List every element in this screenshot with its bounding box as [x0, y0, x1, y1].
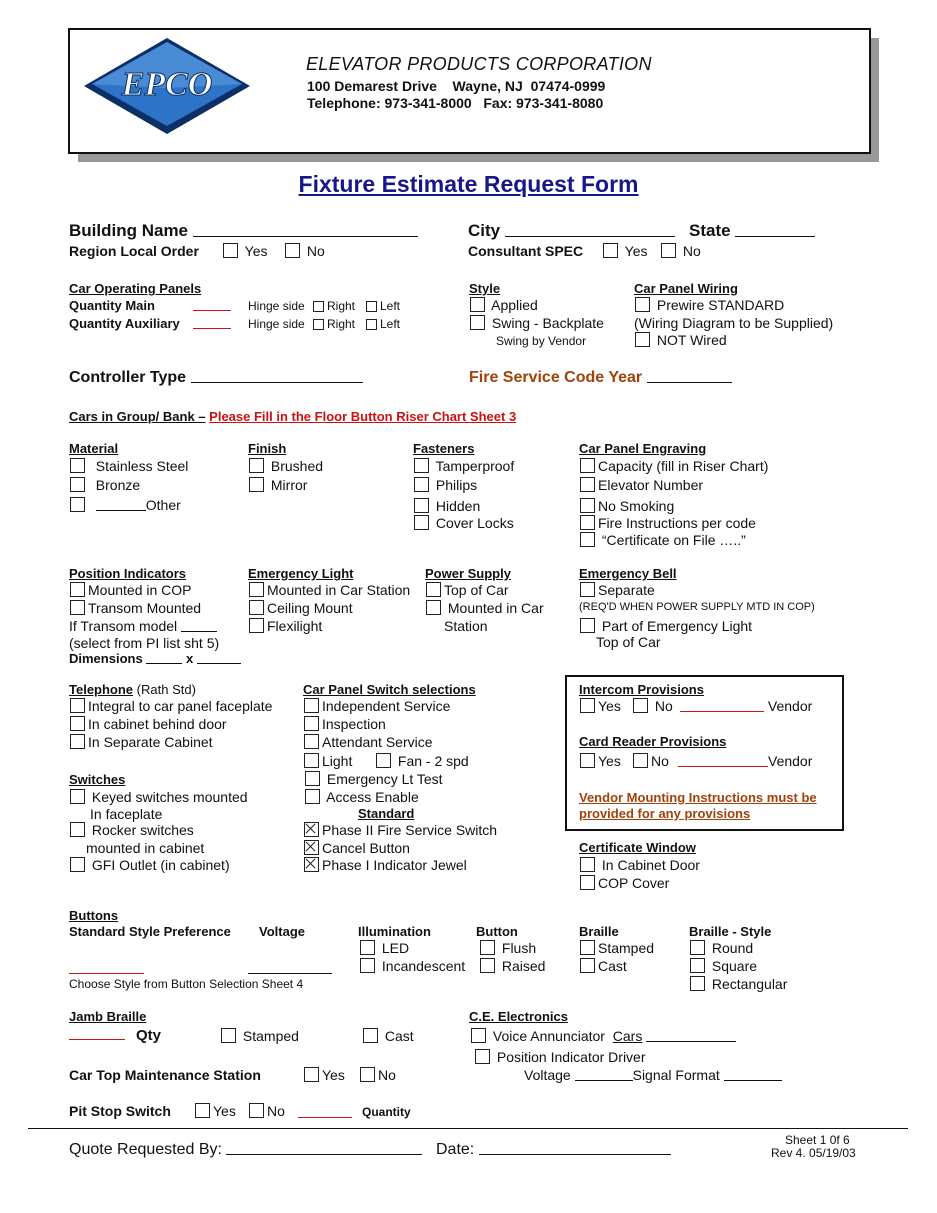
switch-rocker-cabinet: mounted in cabinet [86, 840, 205, 856]
tel-integral[interactable]: Integral to car panel faceplate [70, 698, 272, 714]
cert-cop-cover[interactable]: COP Cover [580, 875, 669, 891]
braille-style-round[interactable]: Round [690, 940, 753, 956]
car-top-label: Car Top Maintenance Station [69, 1067, 261, 1083]
elight-flexilight[interactable]: Flexilight [249, 618, 322, 634]
std-style-pref-label: Standard Style Preference [69, 924, 231, 939]
fastener-tamperproof[interactable]: Tamperproof [414, 458, 514, 474]
region-local-order-label: Region Local Order [69, 243, 199, 259]
qty-main-label: Quantity Main [69, 298, 155, 313]
tel-separate-cabinet[interactable]: In Separate Cabinet [70, 734, 213, 750]
button-flush[interactable]: Flush [480, 940, 536, 956]
tel-in-cabinet[interactable]: In cabinet behind door [70, 716, 227, 732]
state-label: State [689, 221, 731, 240]
material-other[interactable]: Other [70, 497, 181, 513]
engraving-certificate[interactable]: “Certificate on File …..” [580, 532, 746, 548]
hinge-aux-right[interactable]: Right [313, 317, 355, 331]
fasteners-heading: Fasteners [413, 441, 475, 456]
braille-style-square[interactable]: Square [690, 958, 757, 974]
emergency-bell-heading: Emergency Bell [579, 566, 677, 581]
dimensions-field[interactable]: Dimensions x [69, 651, 241, 666]
intercom-vendor-field[interactable]: Vendor [680, 698, 812, 714]
ce-voice-annunciator[interactable]: Voice Annunciator Cars [471, 1028, 736, 1044]
sel-independent[interactable]: Independent Service [304, 698, 450, 714]
style-swing-backplate[interactable]: Swing - Backplate [470, 315, 604, 331]
switch-selections-heading: Car Panel Switch selections [303, 682, 476, 697]
pit-stop-quantity-label: Quantity [362, 1105, 411, 1119]
sel-emergency-lt-test[interactable]: Emergency Lt Test [305, 771, 443, 787]
bell-reqd-note: (REQ'D WHEN POWER SUPPLY MTD IN COP) [579, 601, 815, 613]
material-bronze[interactable]: Bronze [70, 477, 140, 493]
switch-rocker[interactable]: Rocker switches [70, 822, 194, 838]
emergency-light-heading: Emergency Light [248, 566, 354, 581]
engraving-heading: Car Panel Engraving [579, 441, 707, 456]
qty-aux-label: Quantity Auxiliary [69, 316, 180, 331]
card-reader-heading: Card Reader Provisions [579, 734, 727, 749]
cars-in-group: Cars in Group/ Bank – Please Fill in the Floor Button Riser Chart Sheet 3 [69, 409, 517, 424]
intercom-no[interactable]: No [633, 698, 673, 714]
fastener-philips[interactable]: Philips [414, 477, 477, 493]
elight-ceiling-mount[interactable]: Ceiling Mount [249, 600, 353, 616]
riser-chart-note: Please Fill in the Floor Button Riser Chart Sheet 3 [209, 409, 517, 424]
consultant-spec-label: Consultant SPEC [468, 243, 584, 259]
elight-mounted-car-station[interactable]: Mounted in Car Station [249, 582, 410, 598]
controller-type-label: Controller Type [69, 369, 187, 386]
braille-stamped[interactable]: Stamped [580, 940, 654, 956]
swing-by-vendor-note: Swing by Vendor [496, 334, 587, 348]
std-cancel-button[interactable]: Cancel Button [304, 840, 410, 856]
wiring-heading: Car Panel Wiring [634, 281, 738, 296]
bell-part-of-light[interactable]: Part of Emergency Light [580, 618, 752, 634]
consultant-no[interactable]: No [661, 243, 701, 259]
building-name-field[interactable] [69, 221, 418, 241]
pi-mounted-cop[interactable]: Mounted in COP [70, 582, 192, 598]
std-phase1-jewel[interactable]: Phase I Indicator Jewel [304, 857, 467, 873]
transom-model-field[interactable]: If Transom model [69, 618, 217, 634]
ce-heading: C.E. Electronics [469, 1009, 568, 1024]
finish-brushed[interactable]: Brushed [249, 458, 323, 474]
jamb-braille-heading: Jamb Braille [69, 1009, 147, 1024]
switches-heading: Switches [69, 772, 126, 787]
pit-stop-label: Pit Stop Switch [69, 1103, 171, 1119]
fire-service-field[interactable] [469, 369, 732, 387]
power-top-of-car[interactable]: Top of Car [426, 582, 509, 598]
page-title: Fixture Estimate Request Form [298, 171, 639, 197]
power-mounted-in-car[interactable]: Mounted in Car [426, 600, 544, 616]
style-heading: Style [469, 281, 501, 296]
bell-top-of-car: Top of Car [596, 634, 661, 650]
telephone-heading: Telephone (Rath Std) [69, 682, 196, 697]
jamb-qty-label: Qty [136, 1027, 162, 1044]
buttons-heading: Buttons [69, 908, 119, 923]
quote-requested-field[interactable]: Quote Requested By: [69, 1140, 422, 1159]
power-station-label: Station [444, 618, 488, 634]
building-name-label: Building Name [69, 221, 189, 240]
intercom-heading: Intercom Provisions [579, 682, 704, 697]
controller-type-field[interactable] [69, 369, 363, 387]
finish-mirror[interactable]: Mirror [249, 477, 307, 493]
car-top-no[interactable]: No [360, 1067, 396, 1083]
ce-pi-driver[interactable]: Position Indicator Driver [475, 1049, 646, 1065]
region-no[interactable]: No [285, 243, 325, 259]
braille-cast[interactable]: Cast [580, 958, 627, 974]
date-field[interactable]: Date: [436, 1140, 671, 1159]
wiring-prewire[interactable]: Prewire STANDARD [635, 297, 784, 313]
pit-stop-yes[interactable]: Yes [195, 1103, 236, 1119]
certificate-window-heading: Certificate Window [579, 840, 696, 855]
std-phase2-fire[interactable]: Phase II Fire Service Switch [304, 822, 497, 838]
hinge-main-right[interactable]: Right [313, 299, 355, 313]
hinge-main-left[interactable]: Left [366, 299, 400, 313]
ce-voltage-signal-field[interactable]: Voltage Signal Format [524, 1067, 782, 1083]
braille-label: Braille [579, 924, 619, 939]
illum-led[interactable]: LED [360, 940, 409, 956]
card-reader-vendor-field[interactable]: Vendor [678, 753, 812, 769]
sel-access-enable[interactable]: Access Enable [305, 789, 419, 805]
material-stainless[interactable]: Stainless Steel [70, 458, 188, 474]
qty-main-input[interactable] [193, 297, 231, 315]
pi-heading: Position Indicators [69, 566, 187, 581]
sel-light[interactable]: Light [304, 753, 352, 769]
braille-style-label: Braille - Style [689, 924, 772, 939]
wiring-diagram-note: (Wiring Diagram to be Supplied) [634, 315, 834, 331]
pi-transom-mounted[interactable]: Transom Mounted [70, 600, 201, 616]
fastener-cover-locks[interactable]: Cover Locks [414, 515, 514, 531]
standard-heading: Standard [358, 806, 415, 821]
jamb-cast[interactable]: Cast [363, 1028, 414, 1044]
logo-text: EPCO [121, 66, 213, 103]
sel-inspection[interactable]: Inspection [304, 716, 386, 732]
pit-stop-no[interactable]: No [249, 1103, 285, 1119]
engraving-no-smoking[interactable]: No Smoking [580, 498, 674, 514]
qty-aux-input[interactable] [193, 315, 231, 333]
bell-separate[interactable]: Separate [580, 582, 655, 598]
sel-attendant[interactable]: Attendant Service [304, 734, 433, 750]
hinge-aux-left[interactable]: Left [366, 317, 400, 331]
switch-keyed[interactable]: Keyed switches mounted [70, 789, 248, 805]
jamb-qty-input[interactable] [69, 1026, 125, 1044]
style-applied[interactable]: Applied [470, 297, 538, 313]
engraving-fire-instructions[interactable]: Fire Instructions per code [580, 515, 756, 531]
power-supply-heading: Power Supply [425, 566, 511, 581]
sel-fan[interactable]: Fan - 2 spd [376, 753, 469, 769]
fire-service-label: Fire Service Code Year [469, 369, 643, 386]
illumination-label: Illumination [358, 924, 431, 939]
company-name: ELEVATOR PRODUCTS CORPORATION [306, 54, 652, 74]
button-voltage-label: Voltage [259, 924, 305, 939]
region-yes[interactable]: Yes [223, 243, 267, 259]
engraving-elevator-number[interactable]: Elevator Number [580, 477, 703, 493]
car-top-yes[interactable]: Yes [304, 1067, 345, 1083]
company-address: 100 Demarest Drive Wayne, NJ 07474-0999 [307, 78, 606, 94]
card-reader-yes[interactable]: Yes [580, 753, 621, 769]
company-phone: Telephone: 973-341-8000 Fax: 973-341-8080 [307, 95, 604, 111]
pit-stop-qty-input[interactable] [298, 1104, 352, 1122]
button-voltage-input[interactable] [248, 960, 332, 978]
braille-style-rectangular[interactable]: Rectangular [690, 976, 787, 992]
footer-rule [28, 1128, 908, 1129]
vendor-note-line2: provided for any provisions [579, 806, 751, 821]
std-style-pref-input[interactable] [69, 960, 144, 978]
jamb-stamped[interactable]: Stamped [221, 1028, 299, 1044]
switch-keyed-faceplate: In faceplate [90, 806, 163, 822]
city-label: City [468, 221, 501, 240]
wiring-not-wired[interactable]: NOT Wired [635, 332, 727, 348]
intercom-yes[interactable]: Yes [580, 698, 621, 714]
choose-style-note: Choose Style from Button Selection Sheet 4 [69, 977, 304, 991]
finish-heading: Finish [248, 441, 287, 456]
revision: Rev 4. 05/19/03 [771, 1146, 856, 1160]
cert-in-cabinet-door[interactable]: In Cabinet Door [580, 857, 700, 873]
fastener-hidden[interactable]: Hidden [414, 498, 480, 514]
engraving-capacity[interactable]: Capacity (fill in Riser Chart) [580, 458, 768, 474]
hinge-side-aux-label: Hinge side [248, 317, 305, 331]
illum-incandescent[interactable]: Incandescent [360, 958, 465, 974]
hinge-side-main-label: Hinge side [248, 299, 305, 313]
city-field[interactable] [468, 221, 675, 241]
sheet-number: Sheet 1 0f 6 [785, 1133, 850, 1147]
pi-select-note: (select from PI list sht 5) [69, 635, 220, 651]
vendor-note-line1: Vendor Mounting Instructions must be [579, 790, 817, 805]
cop-heading: Car Operating Panels [69, 281, 202, 296]
material-heading: Material [69, 441, 119, 456]
epco-logo [82, 36, 252, 136]
state-field[interactable] [689, 221, 815, 241]
button-raised[interactable]: Raised [480, 958, 545, 974]
consultant-yes[interactable]: Yes [603, 243, 647, 259]
card-reader-no[interactable]: No [633, 753, 669, 769]
button-type-label: Button [476, 924, 518, 939]
switch-gfi[interactable]: GFI Outlet (in cabinet) [70, 857, 230, 873]
